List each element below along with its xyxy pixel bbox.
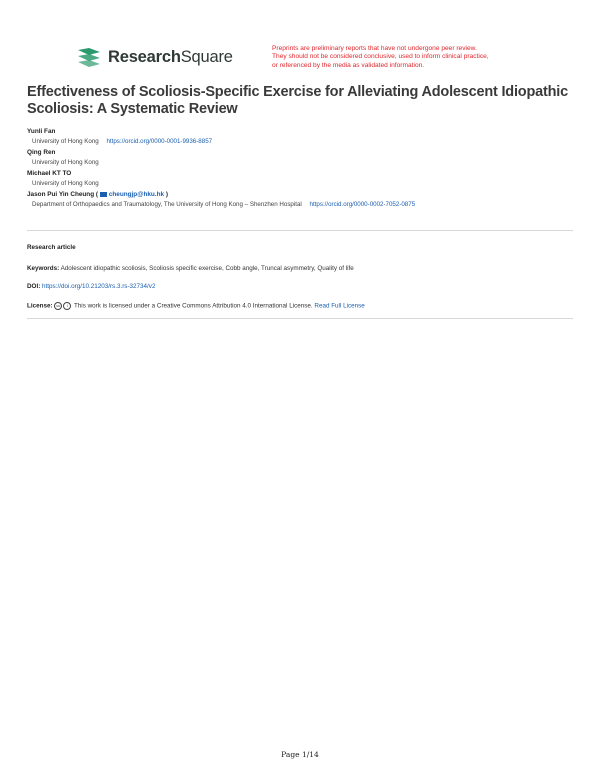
keywords-text: Adolescent idiopathic scoliosis, Scoliosis specific exercise, Cobb angle, Truncal asymmetry, Quality of life [60,265,354,272]
author-affiliation: University of Hong Kong https://orcid.org/0000-0001-9936-8857 [32,138,213,145]
author-name: Yunli Fan [27,128,56,135]
author-entry [27,169,587,188]
keywords-line: Keywords: Adolescent idiopathic scoliosis, Scoliosis specific exercise, Cobb angle, Truncal asymmetry, Quality of life [27,265,354,272]
preprint-disclaimer [272,45,572,70]
author-name: Qing Ren [27,149,56,156]
author-entry [27,127,587,146]
license-line: License: cc i This work is licensed under a Creative Commons Attribution 4.0 International License. Read Full License [27,302,365,310]
research-square-logo [76,47,233,67]
article-type: Research article [27,244,76,251]
attribution-icon: i [63,302,71,310]
page-number: Page 1/14 [281,750,319,759]
author-name: Michael KT TO [27,170,72,177]
divider [27,230,573,231]
author-affiliation: Department of Orthopaedics and Traumatology, The University of Hong Kong – Shenzhen Hospital https://orcid.org/0000-0002-7052-0875 [32,201,416,208]
doi-link[interactable]: https://doi.org/10.21203/rs.3.rs-32734/v2 [42,283,156,290]
author-entry [27,190,587,209]
author-affiliation: University of Hong Kong [32,180,99,187]
paper-title: Effectiveness of Scoliosis-Specific Exercise for Alleviating Adolescent Idiopathic Scoliosis: A Systematic Review [27,84,568,117]
disclaimer-line: They should not be considered conclusive, used to inform clinical practice, [272,53,489,61]
disclaimer-line: Preprints are preliminary reports that have not undergone peer review. [272,45,477,52]
author-email-link[interactable]: cheungjp@hku.hk [108,191,165,198]
read-full-license-link[interactable]: Read Full License [314,302,365,310]
orcid-link[interactable]: https://orcid.org/0000-0001-9936-8857 [106,138,213,145]
license-text: This work is licensed under a Creative Commons Attribution 4.0 International License. [73,302,313,310]
research-square-logo-icon [76,47,102,67]
orcid-link[interactable]: https://orcid.org/0000-0002-7052-0875 [309,201,416,208]
author-entry [27,148,587,167]
creative-commons-icon: cc [56,303,61,308]
envelope-icon [100,192,107,197]
divider [27,318,573,319]
author-list [27,127,587,211]
author-affiliation: University of Hong Kong [32,159,99,166]
author-name: Jason Pui Yin Cheung ( cheungjp@hku.hk ) [27,191,168,198]
disclaimer-line: or referenced by the media as validated information. [272,61,425,69]
logo-wordmark: ResearchSquare [108,47,233,66]
doi-line: DOI: https://doi.org/10.21203/rs.3.rs-32734/v2 [27,283,156,290]
